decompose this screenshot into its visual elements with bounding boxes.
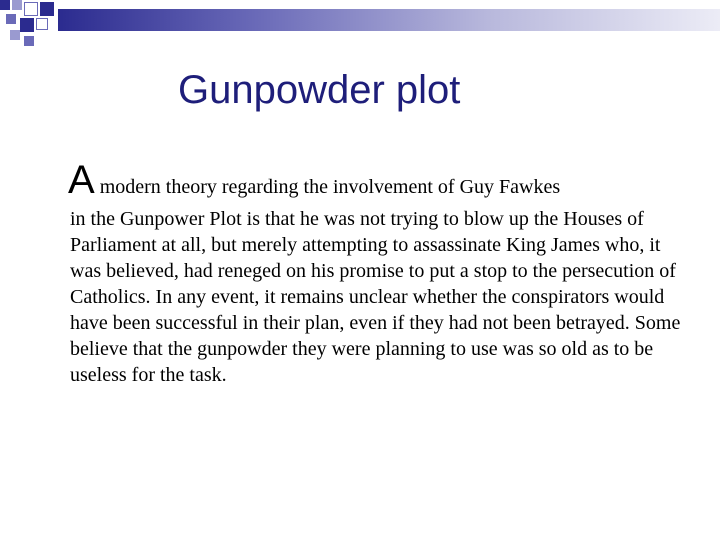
first-line [70,160,690,200]
decor-square [40,2,54,16]
decor-square [12,0,22,10]
slide-body [70,160,690,388]
decor-square [6,14,16,24]
decor-square [24,36,34,46]
header-gradient-bar [58,9,720,31]
decor-square [10,30,20,40]
slide-decoration [0,0,720,50]
first-line-text: modern theory regarding the involvement of Guy Fawkes [94,176,561,198]
decor-square [24,2,38,16]
drop-cap-letter: A [68,158,95,202]
body-paragraph: in the Gunpower Plot is that he was not trying to blow up the Houses of Parliament at all, but merely attempting to assassinate King James who, it was believed, had reneged on his promise to put a stop to the persecution of Catholics. In any event, it remains unclear whether the conspirators would have been successful in their plan, even if they had not been betrayed. Some believe that the gunpowder they were planning to use was so old as to be useless for the task. [70,208,681,386]
decor-square [36,18,48,30]
decor-square [20,18,34,32]
decor-square [0,0,10,10]
slide-title: Gunpowder plot [178,68,461,112]
